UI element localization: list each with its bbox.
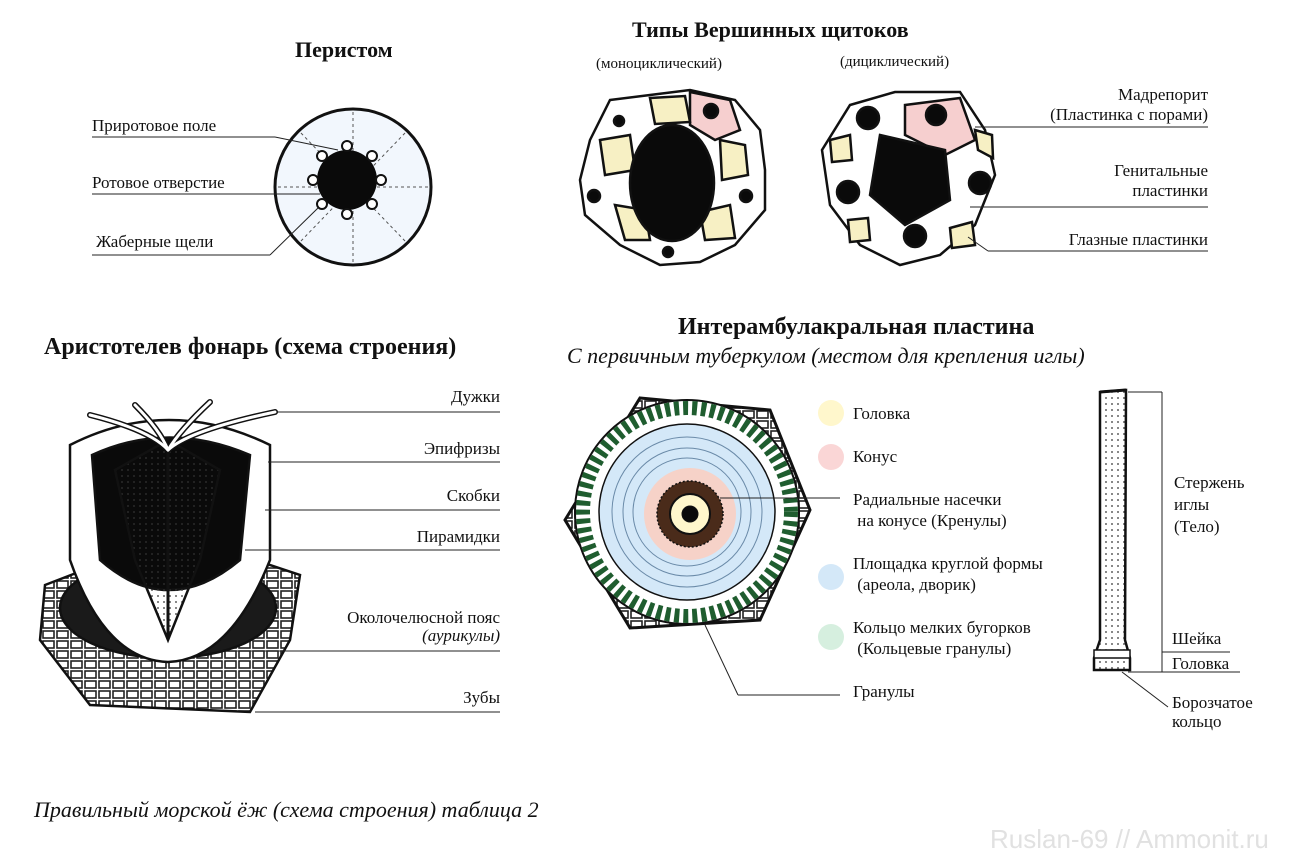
peristome-title: Перистом [295, 37, 393, 62]
spine-shaft-line3: (Тело) [1174, 517, 1220, 536]
legend-granule-ring-line2: (Кольцевые гранулы) [853, 639, 1012, 658]
spine-shaft-line1: Стержень [1174, 473, 1245, 492]
madreporite-note: (Пластинка с порами) [1050, 105, 1208, 124]
spine-shaft-line2: иглы [1174, 495, 1210, 514]
lantern-label-auricles: (аурикулы) [422, 626, 500, 645]
legend-dot-cone [818, 444, 844, 470]
interamb-title: Интерамбулакральная пластина [678, 314, 1035, 340]
madreporite-label: Мадрепорит [1118, 85, 1208, 104]
legend-dot-areola [818, 564, 844, 590]
legend-granules: Гранулы [853, 682, 915, 701]
interamb-subtitle: С первичным туберкулом (местом для крепления иглы) [567, 343, 1085, 368]
lantern-label-epiphyses: Эпифризы [423, 439, 500, 458]
peristome-label-mouth: Ротовое отверстие [92, 173, 225, 192]
caption: Правильный морской ёж (схема строения) таблица 2 [34, 797, 539, 822]
legend-cone: Конус [853, 447, 898, 466]
genital-label-line2: пластинки [1132, 181, 1208, 200]
lantern-label-teeth: Зубы [463, 688, 500, 707]
legend-dot-granules [818, 624, 844, 650]
spine-ring-line1: Борозчатое [1172, 693, 1253, 712]
legend-crenulae-line2: на конусе (Кренулы) [853, 511, 1007, 530]
lantern-title: Аристотелев фонарь (схема строения) [44, 334, 457, 360]
monocyclic-disc-drawing [580, 90, 765, 265]
legend-granule-ring-line1: Кольцо мелких бугорков [853, 618, 1031, 637]
peristome-label-peroral-field: Приротовое поле [92, 116, 217, 135]
legend-crenulae-line1: Радиальные насечки [853, 490, 1002, 509]
lantern-label-arches: Дужки [451, 387, 500, 406]
spine-neck-label: Шейка [1172, 629, 1222, 648]
apical-title: Типы Вершинных щитоков [632, 17, 909, 42]
peristome-label-gill-slits: Жаберные щели [96, 232, 214, 251]
lantern-label-pyramids: Пирамидки [416, 527, 500, 546]
interamb-plate-drawing [565, 398, 840, 695]
spine-ring-line2: кольцо [1172, 712, 1222, 731]
legend-head: Головка [853, 404, 911, 423]
lantern-label-brackets: Скобки [446, 486, 500, 505]
ocular-label: Глазные пластинки [1068, 230, 1208, 249]
watermark: Ruslan-69 // Ammonit.ru [990, 824, 1269, 854]
genital-label-line1: Генитальные [1114, 161, 1208, 180]
legend-dot-head [818, 400, 844, 426]
legend-areola-line1: Площадка круглой формы [853, 554, 1043, 573]
lantern-label-perignathic: Околочелюсной пояс [347, 608, 500, 627]
apical-di-label: (дициклический) [840, 54, 950, 70]
spine-head-label: Головка [1172, 654, 1230, 673]
legend-areola-line2: (ареола, дворик) [853, 575, 976, 594]
apical-mono-label: (моноциклический) [596, 56, 722, 72]
